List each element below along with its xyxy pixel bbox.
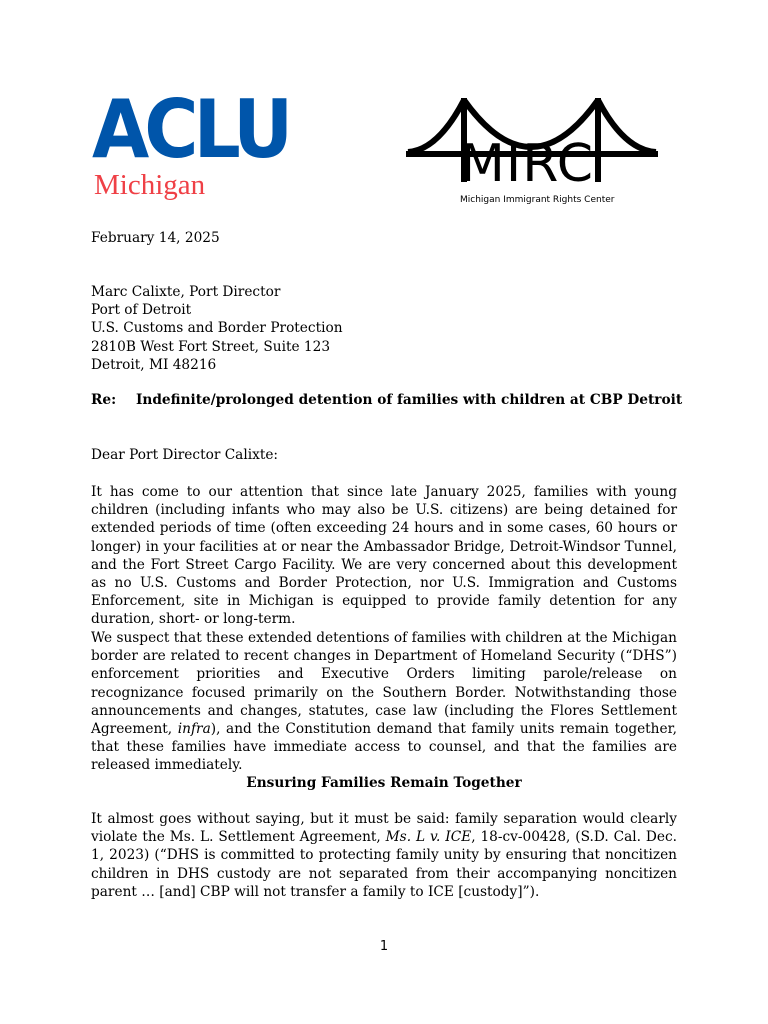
paragraph-text: ), and the Constitution demand that family units remain together, that these families have immediate access to counsel, and that the families are released immediately. xyxy=(91,721,677,774)
aclu-michigan-logo xyxy=(92,83,289,208)
recipient-address xyxy=(91,283,677,374)
letter-date: February 14, 2025 xyxy=(91,230,220,246)
paragraph-italic: infra xyxy=(177,721,211,738)
salutation: Dear Port Director Calixte: xyxy=(91,447,279,463)
address-line: Detroit, MI 48216 xyxy=(91,356,217,373)
body-paragraph-3 xyxy=(91,810,677,901)
case-citation-italic: Ms. L v. ICE xyxy=(385,829,472,846)
address-line: Port of Detroit xyxy=(91,302,192,319)
re-subject: Indefinite/prolonged detention of families with children at CBP Detroit xyxy=(136,392,683,408)
mirc-wordmark: MIRC xyxy=(460,134,595,194)
address-line: 2810B West Fort Street, Suite 123 xyxy=(91,338,331,355)
body-paragraph-2 xyxy=(91,629,677,775)
mirc-logo xyxy=(404,94,660,210)
re-line xyxy=(91,391,683,409)
aclu-wordmark: ACLU xyxy=(92,83,289,177)
address-line: U.S. Customs and Border Protection xyxy=(91,320,343,337)
mirc-subtitle: Michigan Immigrant Rights Center xyxy=(460,195,615,205)
aclu-subtitle: Michigan xyxy=(94,169,206,201)
body-paragraph-1: It has come to our attention that since late January 2025, families with young children (including infants who may also be U.S. citizens) are being detained for extended periods of time (often exceeding 24 hours and in some cases, 60 hours or longer) in your facilities at or near the Ambassador Bridge, Detroit-Windsor Tunnel, and the Fort Street Cargo Facility. We are very concerned about this development as no U.S. Customs and Border Protection, nor U.S. Immigration and Customs Enforcement, site in Michigan is equipped to provide family detention for any duration, short- or long-term. xyxy=(91,484,677,628)
address-line: Marc Calixte, Port Director xyxy=(91,284,281,300)
paragraph-text: It almost goes without saying, but it must be said: family separation would clearly violate the Ms. L. Settlement Agreement, xyxy=(91,811,677,846)
page-number: 1 xyxy=(379,939,389,954)
paragraph-text: We suspect that these extended detentions of families with children at the Michigan border are related to recent changes in Department of Homeland Security (“DHS”) enforcement priorities and Executive Orders limiting parole/release on recognizance focused primarily on the Southern Border. Notwithstanding those announcements and changes, statutes, case law (including the Flores Settlement Agreement, xyxy=(91,630,677,738)
section-heading: Ensuring Families Remain Together xyxy=(246,775,522,791)
re-label: Re: xyxy=(91,392,117,408)
paragraph-text: , 18-cv-00428, (S.D. Cal. Dec. 1, 2023) (“DHS is committed to protecting family unity by ensuring that noncitizen children in DHS custody are not separated from their accompanying noncitizen parent … [and] CBP will not transfer a family to ICE [custody]”). xyxy=(91,829,677,900)
